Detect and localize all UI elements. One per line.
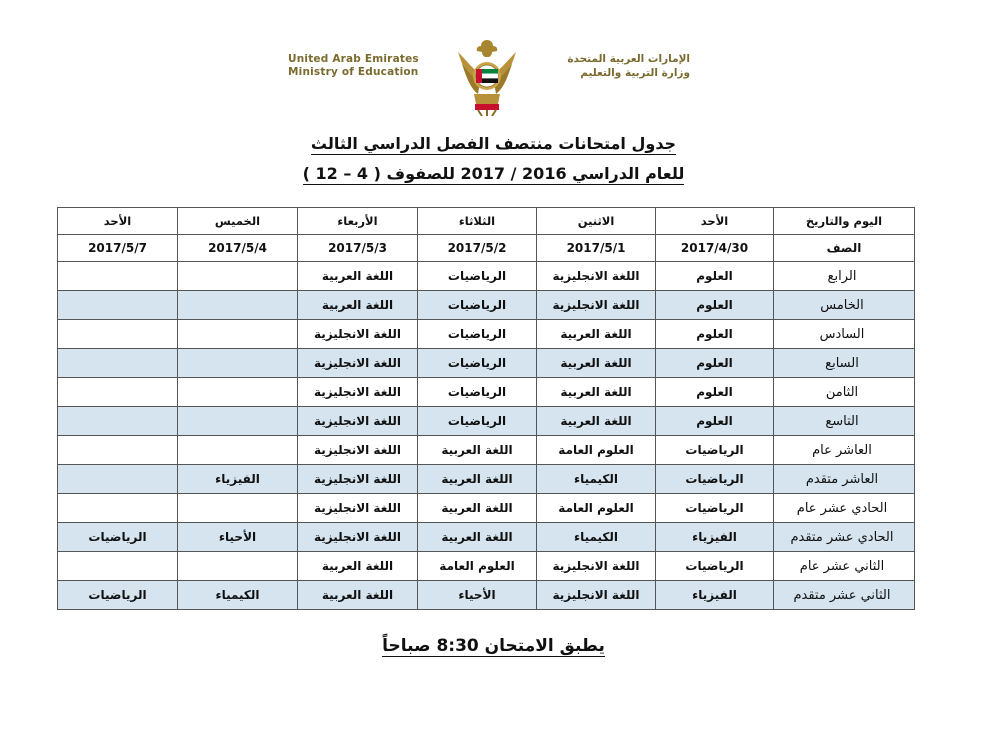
subject-cell: اللغة الانجليزية bbox=[298, 523, 418, 552]
grade-cell: الخامس bbox=[774, 291, 915, 320]
subject-cell: الكيمياء bbox=[537, 465, 656, 494]
subject-cell: اللغة العربية bbox=[298, 552, 418, 581]
day-header: الثلاثاء bbox=[418, 208, 537, 235]
table-row bbox=[58, 552, 915, 581]
subject-cell: العلوم العامة bbox=[418, 552, 537, 581]
subject-cell: الرياضيات bbox=[418, 407, 537, 436]
subject-cell: اللغة الانجليزية bbox=[298, 407, 418, 436]
subject-cell: اللغة العربية bbox=[418, 523, 537, 552]
grade-cell: الثاني عشر متقدم bbox=[774, 581, 915, 610]
subject-cell: العلوم bbox=[656, 291, 774, 320]
table-row bbox=[58, 436, 915, 465]
ministry-name-arabic bbox=[540, 52, 690, 80]
subject-cell: اللغة الانجليزية bbox=[298, 349, 418, 378]
subject-cell: الرياضيات bbox=[656, 465, 774, 494]
exam-time-note bbox=[0, 636, 987, 656]
subject-cell: اللغة العربية bbox=[298, 291, 418, 320]
subject-cell: اللغة الانجليزية bbox=[298, 494, 418, 523]
table-row bbox=[58, 378, 915, 407]
grade-cell: الحادي عشر متقدم bbox=[774, 523, 915, 552]
day-header: الخميس bbox=[178, 208, 298, 235]
subject-cell: اللغة الانجليزية bbox=[298, 378, 418, 407]
letterhead bbox=[0, 34, 987, 124]
subject-cell: اللغة العربية bbox=[298, 581, 418, 610]
subject-cell: اللغة الانجليزية bbox=[537, 552, 656, 581]
subject-cell: اللغة الانجليزية bbox=[298, 465, 418, 494]
table-row bbox=[58, 349, 915, 378]
uae-eagle-emblem-icon bbox=[448, 34, 526, 116]
subject-cell bbox=[58, 291, 178, 320]
subject-cell: اللغة العربية bbox=[537, 378, 656, 407]
date-header: 2017/5/1 bbox=[537, 235, 656, 262]
subject-cell: اللغة العربية bbox=[298, 262, 418, 291]
ar-country-line: الإمارات العربية المتحدة bbox=[567, 53, 690, 65]
subject-cell: اللغة الانجليزية bbox=[298, 320, 418, 349]
day-header: الأربعاء bbox=[298, 208, 418, 235]
grade-cell: الرابع bbox=[774, 262, 915, 291]
subject-cell: الكيمياء bbox=[178, 581, 298, 610]
grade-cell: العاشر متقدم bbox=[774, 465, 915, 494]
en-ministry-line: Ministry of Education bbox=[288, 66, 419, 78]
subject-cell: الرياضيات bbox=[418, 378, 537, 407]
subject-cell: اللغة العربية bbox=[418, 494, 537, 523]
subject-cell: الرياضيات bbox=[58, 581, 178, 610]
subject-cell: العلوم bbox=[656, 378, 774, 407]
subject-cell: الفيزياء bbox=[178, 465, 298, 494]
subject-cell: العلوم bbox=[656, 349, 774, 378]
subject-cell: الرياضيات bbox=[418, 320, 537, 349]
en-country-line: United Arab Emirates bbox=[288, 53, 419, 65]
exam-schedule-table bbox=[57, 207, 915, 610]
day-header: الأحد bbox=[58, 208, 178, 235]
subject-cell: العلوم العامة bbox=[537, 436, 656, 465]
subject-cell bbox=[58, 378, 178, 407]
subject-cell: الفيزياء bbox=[656, 523, 774, 552]
header-row-days bbox=[58, 208, 915, 235]
table-row bbox=[58, 465, 915, 494]
subject-cell: الرياضيات bbox=[418, 291, 537, 320]
subject-cell bbox=[58, 494, 178, 523]
subject-cell: العلوم bbox=[656, 320, 774, 349]
subject-cell bbox=[178, 407, 298, 436]
grade-cell: الثامن bbox=[774, 378, 915, 407]
ar-ministry-line: وزارة التربية والتعليم bbox=[580, 67, 690, 79]
grade-cell: الثاني عشر عام bbox=[774, 552, 915, 581]
subject-cell bbox=[58, 262, 178, 291]
subject-cell bbox=[58, 552, 178, 581]
corner-grade-label: الصف bbox=[774, 235, 915, 262]
table-row bbox=[58, 581, 915, 610]
subject-cell: اللغة العربية bbox=[537, 407, 656, 436]
date-header: 2017/5/3 bbox=[298, 235, 418, 262]
subject-cell: العلوم العامة bbox=[537, 494, 656, 523]
title-line-1: جدول امتحانات منتصف الفصل الدراسي الثالث bbox=[310, 134, 677, 153]
subject-cell: الرياضيات bbox=[656, 552, 774, 581]
grade-cell: السادس bbox=[774, 320, 915, 349]
subject-cell: الرياضيات bbox=[656, 436, 774, 465]
subject-cell bbox=[58, 407, 178, 436]
subject-cell: اللغة العربية bbox=[537, 349, 656, 378]
subject-cell bbox=[178, 349, 298, 378]
subject-cell: اللغة الانجليزية bbox=[298, 436, 418, 465]
subject-cell: اللغة العربية bbox=[418, 465, 537, 494]
subject-cell: الرياضيات bbox=[58, 523, 178, 552]
grade-cell: العاشر عام bbox=[774, 436, 915, 465]
header-row-dates bbox=[58, 235, 915, 262]
title-line-2: للعام الدراسي 2016 / 2017 للصفوف ( 4 – 12 ) bbox=[302, 164, 685, 183]
grade-cell: التاسع bbox=[774, 407, 915, 436]
subject-cell bbox=[58, 436, 178, 465]
ministry-name-english bbox=[288, 53, 438, 79]
table-row bbox=[58, 291, 915, 320]
subject-cell: الأحياء bbox=[178, 523, 298, 552]
subject-cell: اللغة العربية bbox=[537, 320, 656, 349]
grade-cell: السابع bbox=[774, 349, 915, 378]
subject-cell: الرياضيات bbox=[418, 349, 537, 378]
table-row bbox=[58, 320, 915, 349]
table-row bbox=[58, 262, 915, 291]
subject-cell bbox=[58, 465, 178, 494]
table-row bbox=[58, 407, 915, 436]
date-header: 2017/4/30 bbox=[656, 235, 774, 262]
subject-cell: اللغة الانجليزية bbox=[537, 262, 656, 291]
page-title bbox=[0, 134, 987, 153]
subject-cell bbox=[178, 262, 298, 291]
subject-cell: الرياضيات bbox=[656, 494, 774, 523]
exam-time-text: يطبق الامتحان 8:30 صباحاً bbox=[382, 636, 605, 656]
subject-cell: الأحياء bbox=[418, 581, 537, 610]
subject-cell: اللغة العربية bbox=[418, 436, 537, 465]
subject-cell: الكيمياء bbox=[537, 523, 656, 552]
subject-cell: الفيزياء bbox=[656, 581, 774, 610]
subject-cell: اللغة الانجليزية bbox=[537, 291, 656, 320]
date-header: 2017/5/2 bbox=[418, 235, 537, 262]
subject-cell bbox=[178, 320, 298, 349]
day-header: الاثنين bbox=[537, 208, 656, 235]
subject-cell: العلوم bbox=[656, 407, 774, 436]
subject-cell bbox=[178, 494, 298, 523]
date-header: 2017/5/4 bbox=[178, 235, 298, 262]
page-subtitle bbox=[0, 164, 987, 183]
grade-cell: الحادي عشر عام bbox=[774, 494, 915, 523]
subject-cell: العلوم bbox=[656, 262, 774, 291]
subject-cell bbox=[58, 320, 178, 349]
date-header: 2017/5/7 bbox=[58, 235, 178, 262]
subject-cell bbox=[58, 349, 178, 378]
corner-day-date-label: اليوم والتاريخ bbox=[774, 208, 915, 235]
table-row bbox=[58, 523, 915, 552]
day-header: الأحد bbox=[656, 208, 774, 235]
table-row bbox=[58, 494, 915, 523]
subject-cell bbox=[178, 436, 298, 465]
subject-cell: اللغة الانجليزية bbox=[537, 581, 656, 610]
subject-cell: الرياضيات bbox=[418, 262, 537, 291]
subject-cell bbox=[178, 378, 298, 407]
subject-cell bbox=[178, 552, 298, 581]
subject-cell bbox=[178, 291, 298, 320]
